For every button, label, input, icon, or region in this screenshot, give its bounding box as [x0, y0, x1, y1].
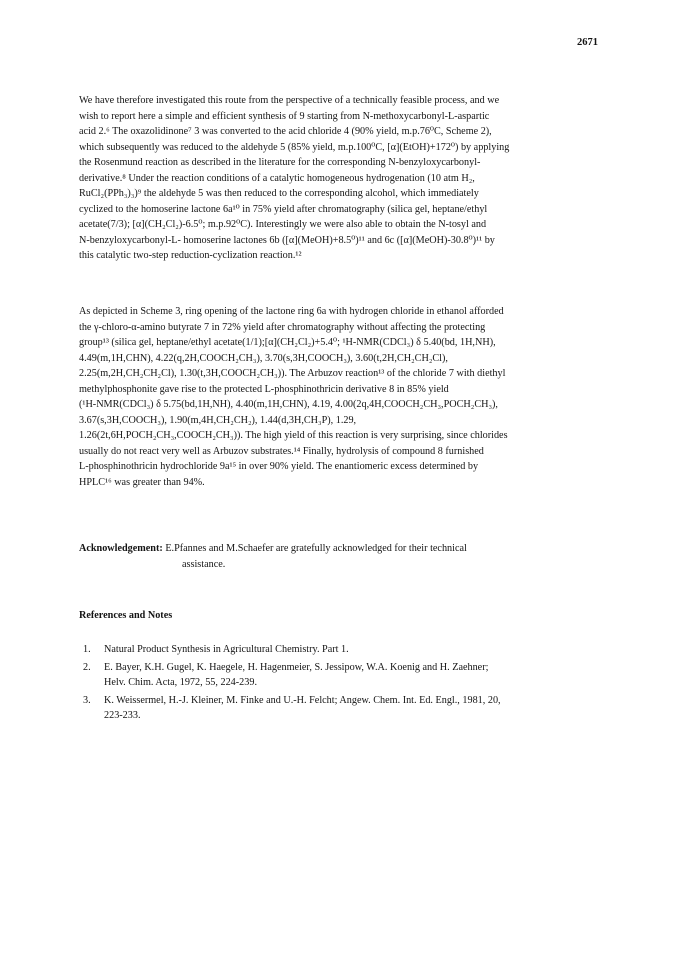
references-list — [79, 642, 579, 726]
reference-text: 223-233. — [104, 710, 141, 721]
acknowledgement-text-continued: assistance. — [182, 558, 226, 570]
text-line: (¹H-NMR(CDCl₃) δ 5.75(bd,1H,NH), 4.40(m,1H,CHN), 4.19, 4.00(2q,4H,COOCH₂CH₃,POCH₂CH₃), — [79, 399, 498, 410]
references-heading: References and Notes — [79, 610, 173, 621]
acknowledgement-title: Acknowledgement: — [79, 543, 163, 554]
acknowledgement — [79, 541, 579, 572]
text-line: 1.26(2t,6H,POCH₂CH₃,COOCH₂CH₃)). The high yield of this reaction is very surprising, since chlorides — [79, 430, 508, 441]
reference-item — [79, 642, 579, 658]
text-line: this catalytic two-step reduction-cyclization reaction.¹² — [79, 250, 302, 261]
reference-text: Natural Product Synthesis in Agricultural Chemistry. Part 1. — [104, 644, 349, 655]
page-number: 2671 — [577, 37, 598, 48]
text-line: wish to report here a simple and efficient synthesis of 9 starting from N-methoxycarbonyl-L-aspartic — [79, 110, 490, 122]
reference-number: 1. — [83, 644, 91, 655]
text-line: RuCl₂(PPh₃)₃)⁹ the aldehyde 5 was then reduced to the corresponding alcohol, which immediately — [79, 188, 479, 199]
body-paragraph-synthesis — [79, 93, 579, 264]
text-line: We have therefore investigated this route from the perspective of a technically feasible process, and we — [79, 95, 500, 106]
acknowledgement-text: E.Pfannes and M.Schaefer are gratefully acknowledged for their technical — [162, 543, 467, 554]
text-line: 3.67(s,3H,COOCH₃), 1.90(m,4H,CH₂CH₂), 1.44(d,3H,CH₃P), 1.29, — [79, 414, 357, 426]
text-line: 2.25(m,2H,CH₂CH₂Cl), 1.30(t,3H,COOCH₂CH₃)). The Arbuzov reaction¹³ of the chloride 7 with diethyl — [79, 368, 506, 379]
text-line: cyclized to the homoserine lactone 6a¹⁰ in 75% yield after chromatography (silica gel, heptane/ethyl — [79, 203, 488, 215]
reference-number: 2. — [83, 661, 91, 673]
text-line: N-benzyloxycarbonyl-L- homoserine lactones 6b ([α](MeOH)+8.5⁰)¹¹ and 6c ([α](MeOH)-30.8⁰)¹¹ by — [79, 234, 495, 246]
text-line: As depicted in Scheme 3, ring opening of the lactone ring 6a with hydrogen chloride in ethanol afforded — [79, 306, 504, 317]
text-line: the Rosenmund reaction as described in the literature for the corresponding N-benzyloxycarbonyl- — [79, 157, 481, 168]
text-line: acetate(7/3); [α](CH₂Cl₂)-6.5⁰; m.p.92⁰C). Interestingly we were also able to obtain the N-tosyl and — [79, 219, 487, 230]
text-line: group¹³ (silica gel, heptane/ethyl acetate(1/1);[α](CH₂Cl₂)+5.4⁰; ¹H-NMR(CDCl₃) δ 5.40(bd, 1H,NH), — [79, 337, 496, 348]
acknowledgement-line — [79, 541, 579, 557]
text-line: methylphosphonite gave rise to the protected L-phosphinothricin derivative 8 in 85% yield — [79, 383, 449, 395]
text-line: L-phosphinothricin hydrochloride 9a¹⁵ in over 90% yield. The enantiomeric excess determined by — [79, 461, 479, 472]
reference-item — [79, 660, 579, 691]
text-line: acid 2.⁶ The oxazolidinone⁷ 3 was converted to the acid chloride 4 (90% yield, m.p.76⁰C, Scheme 2), — [79, 126, 492, 137]
text-line: usually do not react very well as Arbuzov substrates.¹⁴ Finally, hydrolysis of compound 8 furnished — [79, 445, 484, 457]
reference-text: K. Weissermel, H.-J. Kleiner, M. Finke and U.-H. Felcht; Angew. Chem. Int. Ed. Engl., 1981, 20, — [104, 694, 501, 706]
reference-text: E. Bayer, K.H. Gugel, K. Haegele, H. Hagenmeier, S. Jessipow, W.A. Koenig and H. Zaehner; — [104, 661, 489, 673]
text-line: derivative.⁸ Under the reaction conditions of a catalytic homogeneous hydrogenation (10 atm H₂, — [79, 172, 475, 184]
reference-number: 3. — [83, 694, 91, 706]
text-line: which subsequently was reduced to the aldehyde 5 (85% yield, m.p.100⁰C, [α](EtOH)+172⁰) by applying — [79, 141, 510, 153]
body-paragraph-scheme3 — [79, 304, 579, 490]
text-line: 4.49(m,1H,CHN), 4.22(q,2H,COOCH₂CH₃), 3.70(s,3H,COOCH₃), 3.60(t,2H,CH₂CH₂Cl), — [79, 352, 448, 364]
reference-item — [79, 693, 579, 724]
text-line: HPLC¹⁶ was greater than 94%. — [79, 476, 205, 488]
text-line: the γ-chloro-α-amino butyrate 7 in 72% yield after chromatography without affecting the protecting — [79, 321, 486, 333]
reference-text: Helv. Chim. Acta, 1972, 55, 224-239. — [104, 677, 257, 688]
